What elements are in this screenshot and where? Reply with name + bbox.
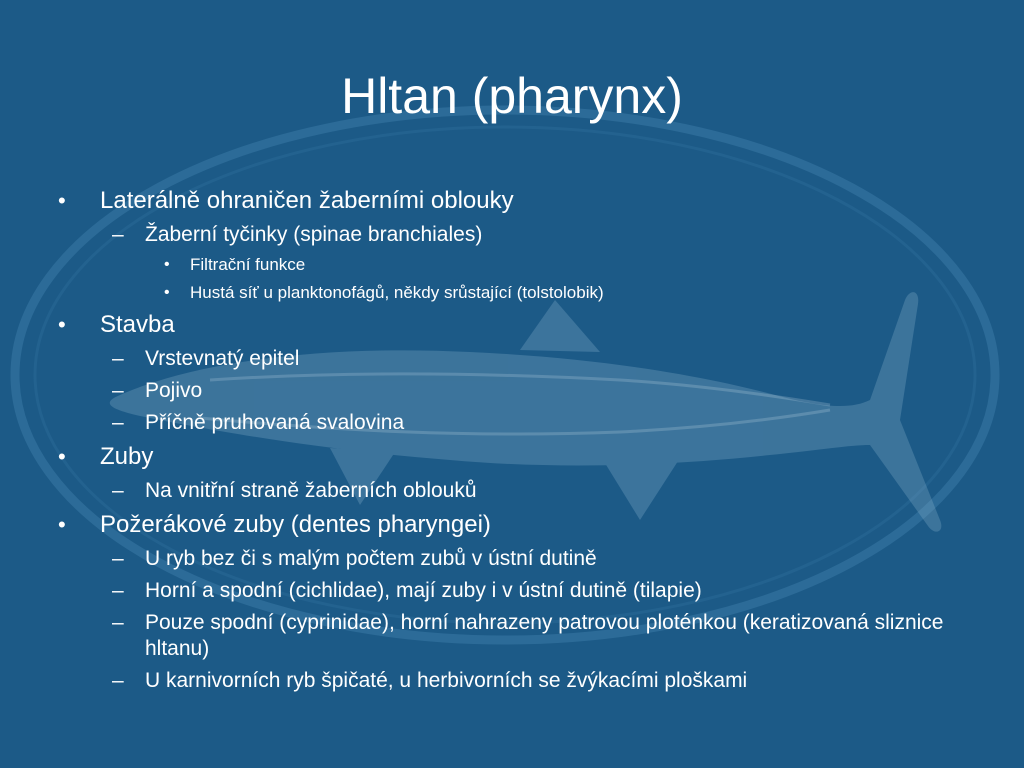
bullet-item-level-1	[58, 310, 968, 340]
bullet-text: U ryb bez či s malým počtem zubů v ústní dutině	[145, 547, 597, 570]
bullet-marker-icon: •	[58, 188, 66, 213]
slide-title: Hltan (pharynx)	[341, 68, 683, 124]
bullet-text: Laterálně ohraničen žaberními oblouky	[100, 187, 514, 214]
bullet-text: Hustá síť u planktonofágů, někdy srůstající (tolstolobik)	[190, 283, 604, 302]
bullet-text: Vrstevnatý epitel	[145, 347, 300, 370]
bullet-item-level-2	[58, 346, 968, 372]
bullet-text: Zuby	[100, 443, 154, 470]
bullet-text: U karnivorních ryb špičaté, u herbivorních se žvýkacími ploškami	[145, 669, 748, 692]
bullet-item-level-1	[58, 510, 968, 540]
dash-marker-icon: –	[112, 611, 124, 634]
bullet-text: Příčně pruhovaná svalovina	[145, 411, 405, 434]
bullet-item-level-3	[58, 254, 968, 276]
dash-marker-icon: –	[112, 379, 124, 402]
bullet-item-level-2	[58, 578, 968, 604]
dash-marker-icon: –	[112, 579, 124, 602]
bullet-marker-icon: •	[58, 312, 66, 337]
bullet-item-level-2	[58, 222, 968, 248]
dash-marker-icon: –	[112, 669, 124, 692]
bullet-item-level-2	[58, 668, 968, 694]
bullet-text: Požerákové zuby (dentes pharyngei)	[100, 511, 491, 538]
bullet-text: Pojivo	[145, 379, 203, 402]
bullet-item-level-3	[58, 282, 968, 304]
bullet-item-level-2	[58, 378, 968, 404]
bullet-text: Pouze spodní (cyprinidae), horní nahrazeny patrovou ploténkou (keratizovaná sliznice hltanu)	[145, 611, 944, 660]
bullet-marker-icon: •	[58, 512, 66, 537]
bullet-item-level-1	[58, 186, 968, 216]
bullet-text: Stavba	[100, 311, 175, 338]
bullet-marker-icon: •	[58, 444, 66, 469]
dash-marker-icon: –	[112, 479, 124, 502]
bullet-text: Horní a spodní (cichlidae), mají zuby i v ústní dutině (tilapie)	[145, 579, 702, 602]
dash-marker-icon: –	[112, 223, 124, 246]
dash-marker-icon: –	[112, 347, 124, 370]
dash-marker-icon: –	[112, 411, 124, 434]
bullet-item-level-1	[58, 442, 968, 472]
bullet-marker-icon: •	[164, 256, 170, 273]
bullet-text: Žaberní tyčinky (spinae branchiales)	[145, 223, 483, 246]
bullet-text: Filtrační funkce	[190, 255, 306, 274]
bullet-item-level-2	[58, 478, 968, 504]
bullet-list	[58, 180, 968, 694]
bullet-item-level-2	[58, 546, 968, 572]
bullet-item-level-2	[58, 410, 968, 436]
bullet-item-level-2	[58, 610, 968, 662]
bullet-marker-icon: •	[164, 284, 170, 301]
bullet-text: Na vnitřní straně žaberních oblouků	[145, 479, 477, 502]
dash-marker-icon: –	[112, 547, 124, 570]
